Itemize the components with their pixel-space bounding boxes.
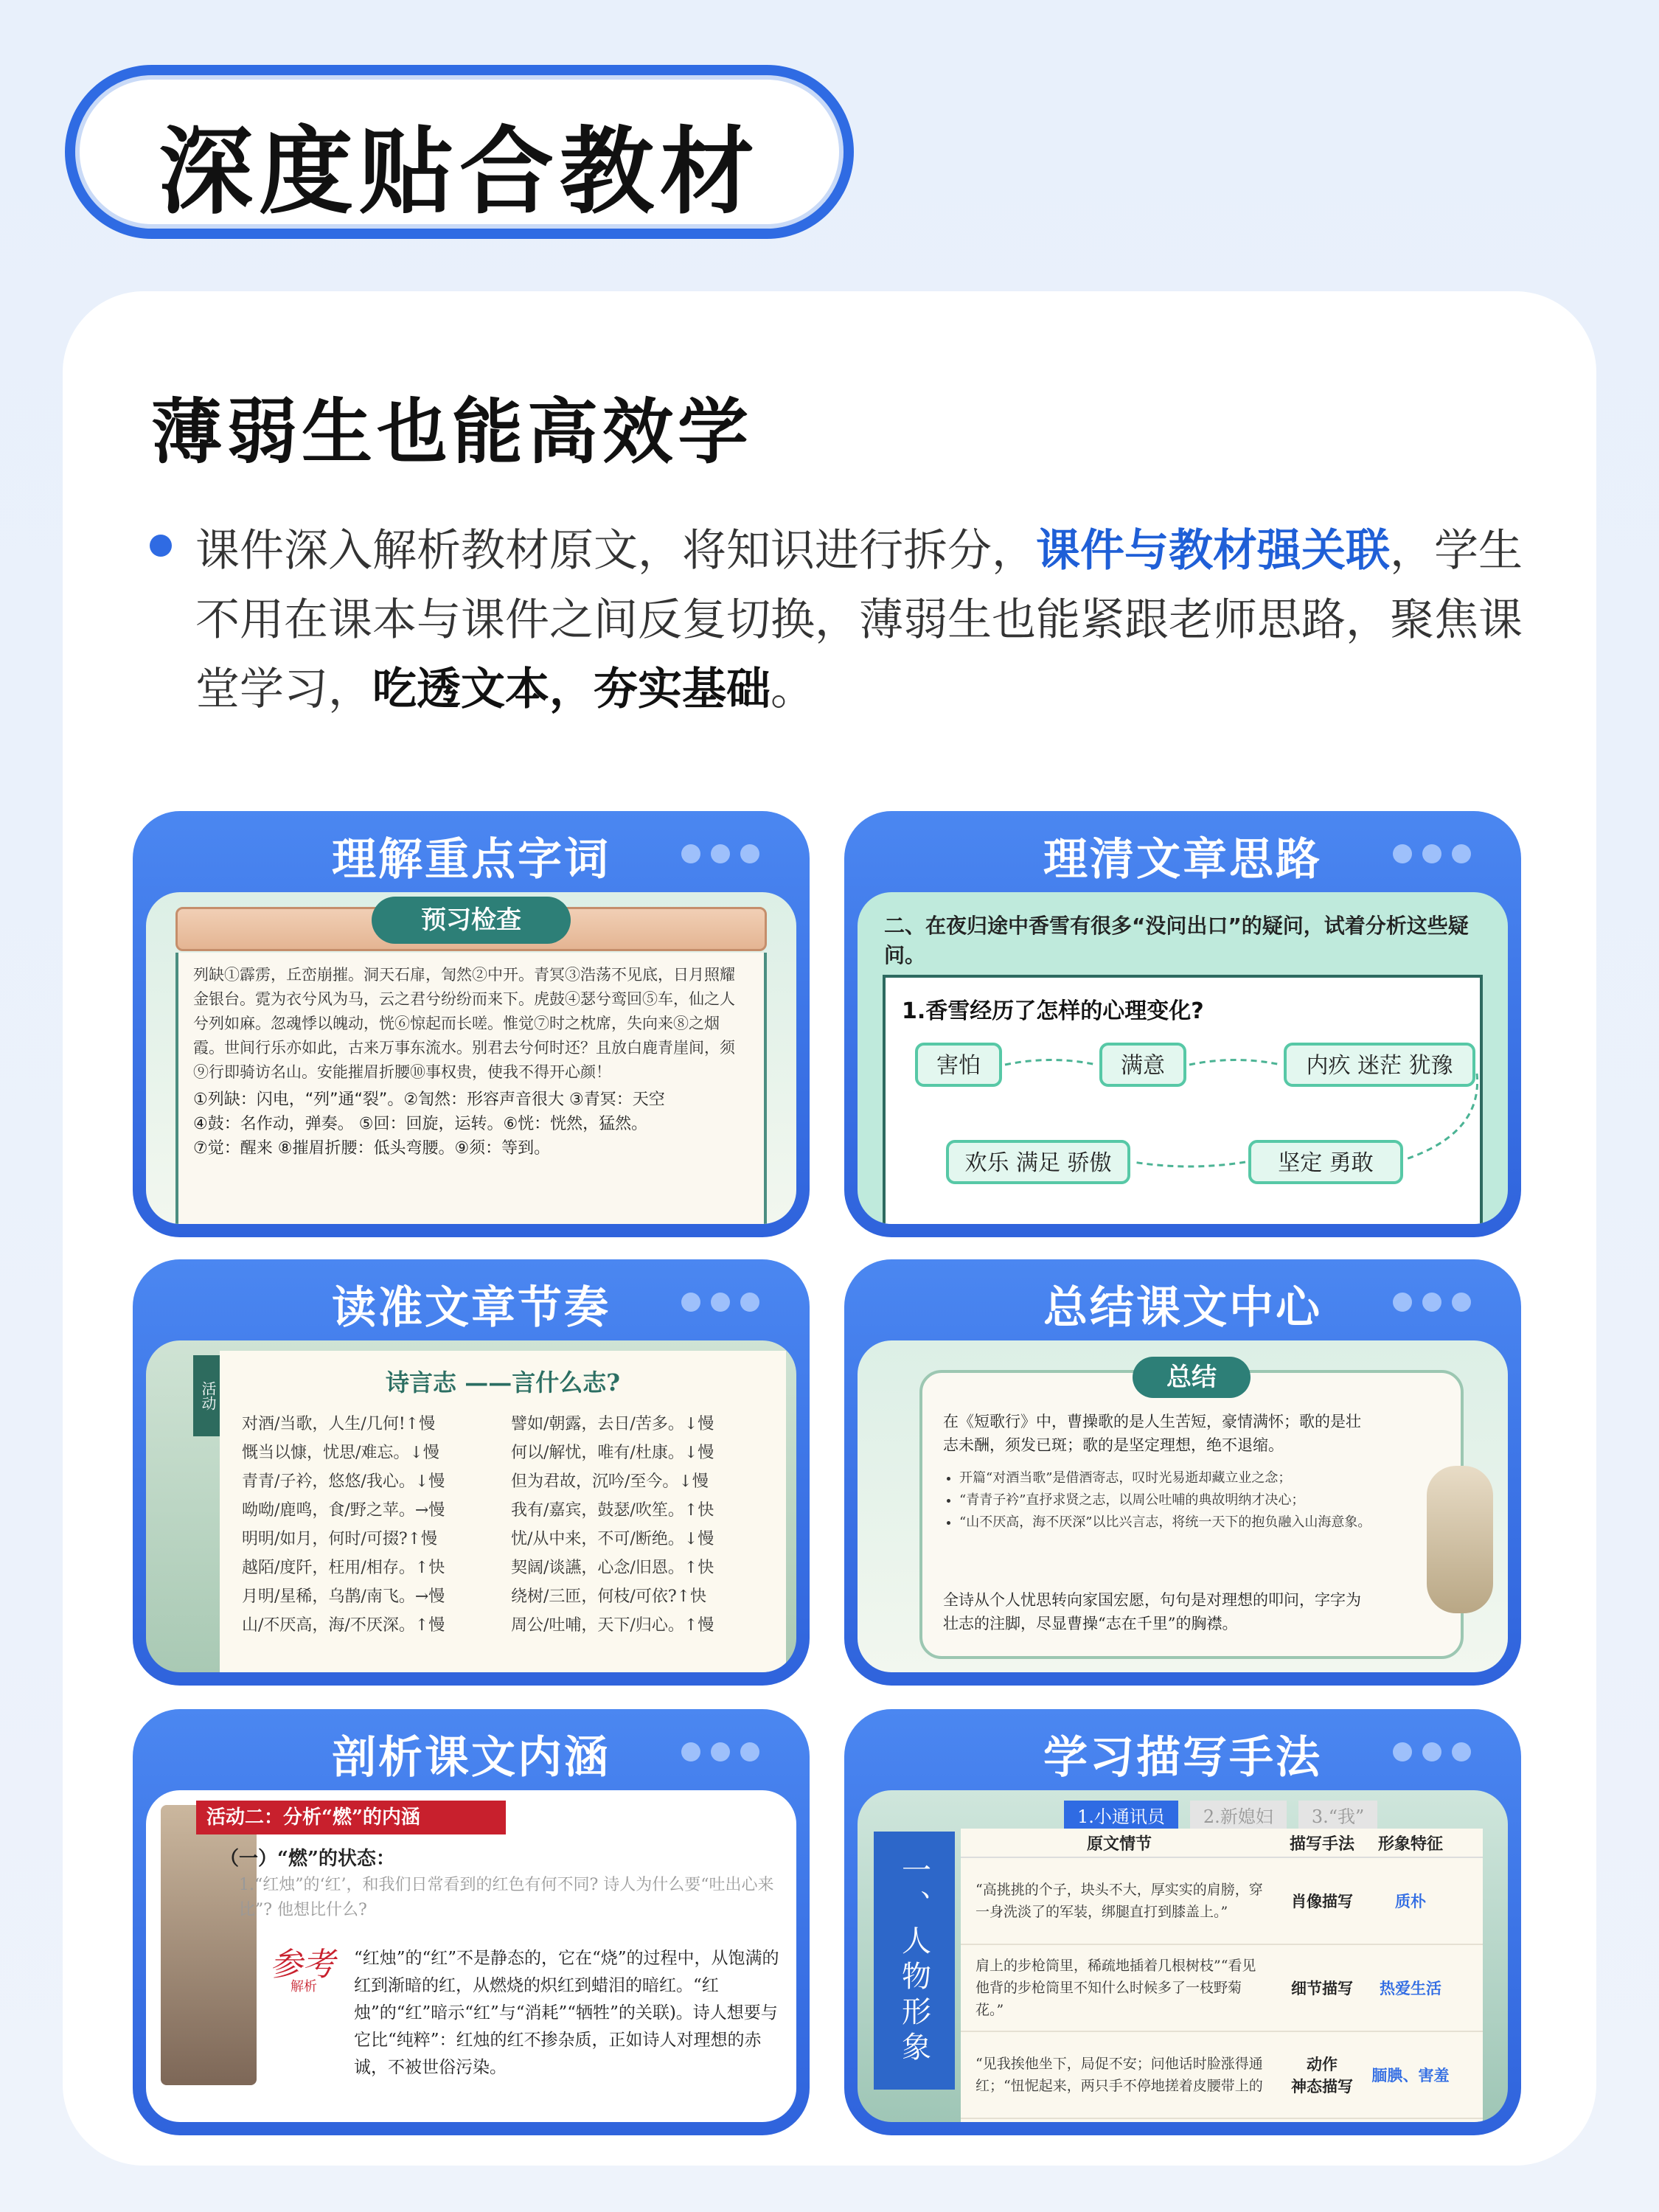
flow-node: 满意 <box>1099 1043 1186 1087</box>
banner-label: 预习检查 <box>372 897 571 944</box>
panel-central-idea <box>844 1259 1521 1686</box>
panel-content <box>858 892 1508 1224</box>
poem-text: 列缺①霹雳，丘峦崩摧。洞天石扉，訇然②中开。青冥③浩荡不见底，日月照耀金银台。霓为衣兮风为马，云之君兮纷纷而来下。虎鼓④瑟兮鸾回⑤车，仙之人兮列如麻。忽魂悸以魄动，恍⑥惊起而长嗟。惟觉⑦时之枕席，失向来⑧之烟霞。世间行乐亦如此，古来万事东流水。别君去兮何时还？且放白鹿青崖间，须⑨行即骑访名山。安能摧眉折腰⑩事权贵，使我不得开心颜！ <box>193 966 735 1081</box>
ref-sub-label: 解析 <box>291 1979 317 1994</box>
header-pill <box>65 65 854 239</box>
summary-bullet: • “青青子衿”直抒求贤之志，以周公吐哺的典故明纳才决心； <box>959 1489 1387 1512</box>
brush-scroll-icon <box>1427 1466 1493 1613</box>
dots-icon <box>681 844 759 863</box>
note-line: ⑦觉：醒来 ⑧摧眉折腰：低头弯腰。⑨须：等到。 <box>193 1139 551 1158</box>
question-text: 1.“红烛”的‘红’，和我们日常看到的红色有何不同? 诗人为什么要“吐出心来比”? 他想比什么? <box>239 1876 774 1919</box>
flow-node: 坚定 勇敢 <box>1248 1140 1403 1184</box>
summary-box <box>919 1363 1464 1659</box>
panel-rhythm <box>133 1259 810 1686</box>
summary-outro: 全诗从个人忧思转向家国宏愿，句句是对理想的叩问，字字为壮志的注脚，尽显曹操“志在千里”的胸襟。 <box>943 1591 1361 1632</box>
cell-excerpt: “高挑挑的个子，块头不大，厚实实的肩膀，穿一身洗淡了的军装，绑腿直打到膝盖上。” <box>975 1882 1263 1920</box>
summary-bullet: • “山不厌高，海不厌深”以比兴言志，将统一天下的抱负融入山海意象。 <box>959 1512 1387 1534</box>
panel-train-of-thought <box>844 811 1521 1237</box>
sub-heading: （一）“燃”的状态： <box>220 1848 395 1870</box>
panel-title: 读准文章节奏 <box>332 1282 611 1334</box>
card-title: 薄弱生也能高效学 <box>151 391 753 473</box>
panel-description <box>844 1709 1521 2135</box>
bullet-dot-icon <box>150 535 172 557</box>
flow-node: 欢乐 满足 骄傲 <box>946 1140 1130 1184</box>
tab-messenger[interactable]: 1.小通讯员 <box>1064 1801 1178 1829</box>
rhythm-line: 月明/星稀，乌鹊/南飞。→慢 <box>242 1587 445 1606</box>
rhythm-line: 慨当以慷，忧思/难忘。↓慢 <box>242 1444 439 1462</box>
tab-me[interactable]: 3.“我” <box>1298 1801 1377 1829</box>
para-text-3: 。 <box>771 664 815 715</box>
table-header: 原文情节 <box>1086 1834 1152 1854</box>
panel-title: 总结课文中心 <box>1043 1282 1322 1334</box>
panel-connotation <box>133 1709 810 2135</box>
rhythm-line: 何以/解忧，唯有/杜康。↓慢 <box>511 1444 714 1462</box>
card-paragraph <box>195 516 1552 724</box>
panel-content <box>146 892 796 1224</box>
rhythm-line: 契阔/谈讌，心念/旧恩。↑快 <box>511 1559 714 1577</box>
text-paper <box>175 953 767 1224</box>
panel-content <box>858 1790 1508 2122</box>
flow-arrows-icon <box>886 978 1505 1214</box>
cell-method: 细节描写 <box>1291 1979 1353 1997</box>
banner-label: 诗言志 ——言什么志? <box>386 1368 620 1397</box>
rhythm-left-column <box>242 1410 445 1640</box>
panel-title: 学习描写手法 <box>1043 1732 1322 1784</box>
sub-question: 1.香雪经历了怎样的心理变化? <box>902 998 1204 1024</box>
para-text-2: ，学生不用在课本与课件之间反复切换，薄弱生也能紧跟老师思路，聚焦课堂学习， <box>195 525 1523 715</box>
note-line: ①列缺：闪电，“列”通“裂”。②訇然：形容声音很大 ③青冥：天空 <box>193 1091 665 1109</box>
rhythm-line: 忧/从中来，不可/断绝。↓慢 <box>511 1530 714 1548</box>
para-highlight: 课件与教材强关联 <box>1036 525 1390 577</box>
rhythm-line: 山/不厌高，海/不厌深。↑慢 <box>242 1616 445 1635</box>
flow-node: 内疚 迷茫 犹豫 <box>1284 1043 1475 1087</box>
side-label: 一、人物形象 <box>874 1832 955 2090</box>
flow-node: 害怕 <box>915 1043 1002 1087</box>
answer-box <box>883 975 1483 1224</box>
cell-trait: 热爱生活 <box>1380 1979 1441 1997</box>
panel-content <box>146 1340 796 1672</box>
table-row <box>961 2032 1483 2119</box>
answer-text: “红烛”的“红”不是静态的，它在“烧”的过程中，从饱满的红到渐暗的红，从燃烧的炽红到蜡泪的暗红。“红烛”的“红”暗示“红”与“消耗”“牺牲”的关联)。诗人想要与它比“纯粹”：红烛的红不掺杂质，正如诗人对理想的赤诚，不被世俗污染。 <box>354 1949 779 2077</box>
summary-bullet: • 开篇“对酒当歌”是借酒寄志，叹时光易逝却藏立业之念； <box>959 1467 1387 1489</box>
activity-tag: 活动 <box>193 1355 223 1436</box>
rhythm-line: 但为君故，沉吟/至今。↓慢 <box>511 1472 709 1491</box>
rhythm-line: 周公/吐哺，天下/归心。↑慢 <box>511 1616 714 1635</box>
dots-icon <box>1393 1742 1471 1761</box>
note-line: ④鼓：名作动，弹奏。 ⑤回：回旋，运转。⑥恍：恍然，猛然。 <box>193 1115 648 1133</box>
table-header: 形象特征 <box>1377 1834 1443 1854</box>
rhythm-line: 青青/子衿，悠悠/我心。↓慢 <box>242 1472 445 1491</box>
panel-content <box>146 1790 796 2122</box>
para-bold: 吃透文本，夯实基础 <box>372 664 771 715</box>
table-row <box>961 1858 1483 1945</box>
rhythm-line: 我有/嘉宾，鼓瑟/吹笙。↑快 <box>511 1501 714 1520</box>
summary-intro: 在《短歌行》中，曹操歌的是人生苦短，豪情满怀；歌的是壮志未酬，须发已斑；歌的是坚定理想，绝不退缩。 <box>943 1413 1361 1454</box>
table-header: 描写手法 <box>1289 1834 1354 1854</box>
activity-banner: 活动二：分析“燃”的内涵 <box>196 1801 506 1834</box>
dots-icon <box>1393 1293 1471 1312</box>
cell-method: 肖像描写 <box>1291 1892 1353 1910</box>
description-table <box>961 1829 1483 2122</box>
cell-trait: 腼腆、害羞 <box>1371 2066 1450 2084</box>
tab-bride[interactable]: 2.新媳妇 <box>1190 1801 1287 1829</box>
rhythm-line: 绕树/三匝，何枝/可依?↑快 <box>511 1587 707 1606</box>
banner-label: 总结 <box>1133 1357 1251 1398</box>
ref-label: 参考 <box>270 1946 335 1983</box>
rhythm-line: 譬如/朝露，去日/苦多。↓慢 <box>511 1415 714 1433</box>
panel-title: 剖析课文内涵 <box>332 1732 611 1784</box>
poem-paper <box>220 1351 786 1672</box>
rhythm-line: 明明/如月，何时/可掇?↑慢 <box>242 1530 438 1548</box>
cell-excerpt: 肩上的步枪筒里，稀疏地插着几根树枝”“看见他背的步枪筒里不知什么时候多了一枝野菊花。” <box>975 1958 1256 2018</box>
dots-icon <box>681 1742 759 1761</box>
table-body <box>961 1858 1483 2119</box>
dots-icon <box>681 1293 759 1312</box>
panel-title: 理清文章思路 <box>1043 834 1322 886</box>
panel-title: 理解重点字词 <box>332 834 611 886</box>
table-row <box>961 1945 1483 2032</box>
panel-key-words <box>133 811 810 1237</box>
panel-content <box>858 1340 1508 1672</box>
cell-method: 动作 神态描写 <box>1291 2055 1353 2096</box>
cell-excerpt: “见我挨他坐下，局促不安；问他话时脸涨得通红；“忸怩起来，两只手不停地搓着皮腰带上的 <box>975 2056 1263 2094</box>
question-text: 二、在夜归途中香雪有很多“没问出口”的疑问，试着分析这些疑问。 <box>884 914 1469 967</box>
rhythm-line: 对酒/当歌，人生/几何!↑慢 <box>242 1415 436 1433</box>
header-title: 深度贴合教材 <box>158 117 760 227</box>
rhythm-line: 呦呦/鹿鸣，食/野之苹。→慢 <box>242 1501 445 1520</box>
rhythm-right-column <box>511 1410 714 1640</box>
cell-trait: 质朴 <box>1395 1892 1426 1910</box>
rhythm-line: 越陌/度阡，枉用/相存。↑快 <box>242 1559 445 1577</box>
dots-icon <box>1393 844 1471 863</box>
para-text-1: 课件深入解析教材原文，将知识进行拆分， <box>195 525 1036 577</box>
